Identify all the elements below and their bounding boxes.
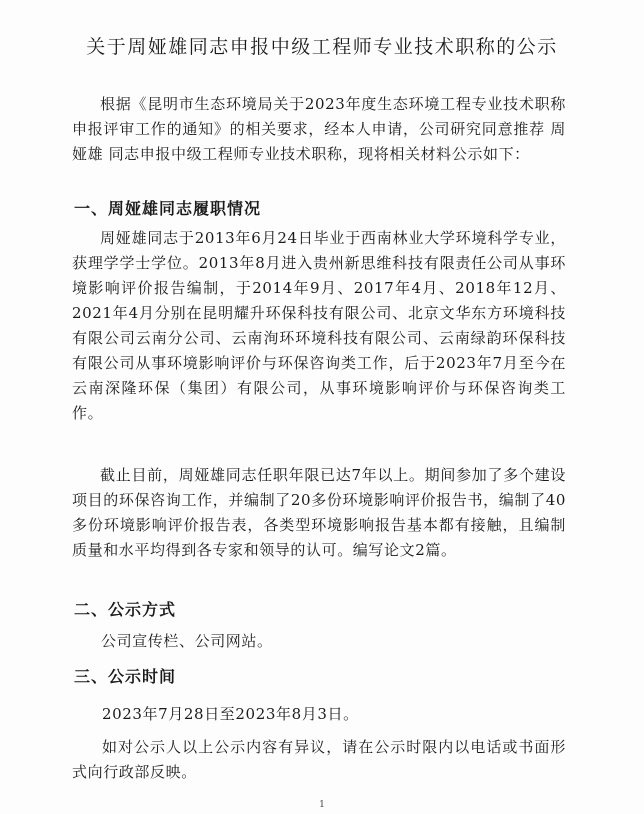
section-3-body: 2023年7月28日至2023年8月3日。 — [102, 705, 359, 723]
section-3-heading: 三、公示时间 — [74, 667, 177, 686]
section-1-heading: 一、周娅雄同志履职情况 — [74, 199, 262, 218]
section-1-paragraph-1: 周娅雄同志于2013年6月24日毕业于西南林业大学环境科学专业，获理学学士学位。2013年8月进入贵州新思维科技有限责任公司从事环境影响评价报告编制，于2014年9月、2017年4月、2018年12月、2021年4月分别在昆明耀升环保科技有限公司、北京文华东方环境科技有限公司云南分公司、云南洵环环境科技有限公司、云南绿韵环保科技有限公司从事环境影响评价与环保咨询类工作，后于2023年7月至今在云南深隆环保（集团）有限公司，从事环境影响评价与环保咨询类工作。 — [72, 229, 566, 422]
intro-paragraph: 根据《昆明市生态环境局关于2023年度生态环境工程专业技术职称申报评审工作的通知》的相关要求，经本人申请，公司研究同意推荐 周娅雄 同志申报中级工程师专业技术职称，现将相关材料公示如下： — [72, 95, 566, 163]
closing-paragraph: 如对公示人以上公示内容有异议，请在公示时限内以电话或书面形式向行政部反映。 — [72, 738, 566, 781]
page-number: 1 — [319, 800, 325, 810]
section-1-paragraph-2: 截止目前，周娅雄同志任职年限已达7年以上。期间参加了多个建设项目的环保咨询工作，并编制了20多份环境影响评价报告书，编制了40多份环境影响评价报告表，各类型环境影响报告基本都有接触，且编制质量和水平均得到各专家和领导的认可。编写论文2篇。 — [72, 466, 566, 559]
document-title: 关于周娅雄同志申报中级工程师专业技术职称的公示 — [86, 36, 558, 58]
section-2-heading: 二、公示方式 — [74, 600, 177, 619]
section-2-body: 公司宣传栏、公司网站。 — [101, 632, 273, 650]
